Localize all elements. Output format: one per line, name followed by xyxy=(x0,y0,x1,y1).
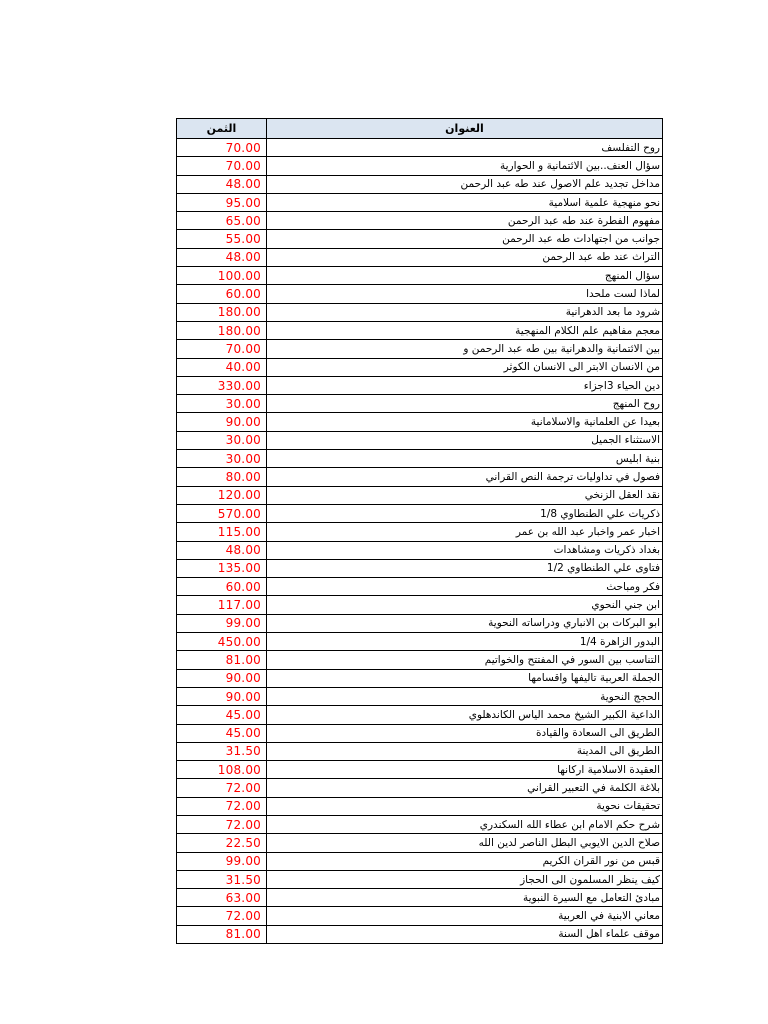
price-cell: 55.00 xyxy=(177,230,267,248)
price-cell: 99.00 xyxy=(177,614,267,632)
price-cell: 80.00 xyxy=(177,468,267,486)
price-cell: 108.00 xyxy=(177,761,267,779)
title-cell: معجم مفاهيم علم الكلام المنهجية xyxy=(267,321,663,339)
table-row xyxy=(177,706,663,724)
table-row xyxy=(177,413,663,431)
table-row xyxy=(177,248,663,266)
title-cell: تحقيقات نحوية xyxy=(267,797,663,815)
table-row xyxy=(177,925,663,943)
table-row xyxy=(177,395,663,413)
price-cell: 48.00 xyxy=(177,175,267,193)
title-cell: الطريق الى السعادة والقيادة xyxy=(267,724,663,742)
title-cell: التراث عند طه عبد الرحمن xyxy=(267,248,663,266)
title-cell: بين الائتمانية والدهرانية بين طه عبد الرحمن و xyxy=(267,340,663,358)
title-cell: الحجج النحوية xyxy=(267,687,663,705)
table-row xyxy=(177,340,663,358)
title-cell: كيف ينظر المسلمون الى الحجاز xyxy=(267,870,663,888)
price-cell: 65.00 xyxy=(177,212,267,230)
price-cell: 90.00 xyxy=(177,413,267,431)
table-row xyxy=(177,815,663,833)
price-cell: 40.00 xyxy=(177,358,267,376)
price-cell: 30.00 xyxy=(177,395,267,413)
price-cell: 72.00 xyxy=(177,907,267,925)
table-row xyxy=(177,687,663,705)
table-row xyxy=(177,376,663,394)
title-cell: اخبار عمر واخبار عبد الله بن عمر xyxy=(267,523,663,541)
title-cell: نقد العقل الزنخي xyxy=(267,486,663,504)
price-cell: 117.00 xyxy=(177,596,267,614)
table-row xyxy=(177,541,663,559)
table-row xyxy=(177,870,663,888)
table-row xyxy=(177,230,663,248)
title-cell: شرود ما بعد الدهرانية xyxy=(267,303,663,321)
title-column-header: العنوان xyxy=(267,119,663,139)
price-cell: 45.00 xyxy=(177,706,267,724)
price-cell: 48.00 xyxy=(177,248,267,266)
title-cell: لماذا لست ملحدا xyxy=(267,285,663,303)
price-cell: 48.00 xyxy=(177,541,267,559)
table-row xyxy=(177,834,663,852)
title-cell: مفهوم الفطرة عند طه عبد الرحمن xyxy=(267,212,663,230)
table-row xyxy=(177,852,663,870)
title-cell: دين الحياء 3اجزاء xyxy=(267,376,663,394)
table-row xyxy=(177,303,663,321)
price-cell: 115.00 xyxy=(177,523,267,541)
table-row xyxy=(177,504,663,522)
title-cell: صلاح الدين الايوبي البطل الناصر لدين الله xyxy=(267,834,663,852)
price-cell: 100.00 xyxy=(177,267,267,285)
table-row xyxy=(177,779,663,797)
price-cell: 72.00 xyxy=(177,779,267,797)
title-cell: سؤال المنهج xyxy=(267,267,663,285)
table-row xyxy=(177,633,663,651)
table-row xyxy=(177,907,663,925)
title-cell: شرح حكم الامام ابن عطاء الله السكندري xyxy=(267,815,663,833)
price-cell: 99.00 xyxy=(177,852,267,870)
price-cell: 30.00 xyxy=(177,431,267,449)
table-row xyxy=(177,596,663,614)
title-cell: مبادئ التعامل مع السيرة النبوية xyxy=(267,889,663,907)
title-cell: ابو البركات بن الانباري ودراساته النحوية xyxy=(267,614,663,632)
title-cell: سؤال العنف..بين الائتمانية و الحوارية xyxy=(267,157,663,175)
title-cell: بلاغة الكلمة في التعبير القراني xyxy=(267,779,663,797)
price-list-table xyxy=(176,118,663,944)
price-cell: 120.00 xyxy=(177,486,267,504)
table-row xyxy=(177,285,663,303)
title-cell: فكر ومباحث xyxy=(267,578,663,596)
header-row xyxy=(177,119,663,139)
table-row xyxy=(177,523,663,541)
title-cell: فصول في تداوليات ترجمة النص القراني xyxy=(267,468,663,486)
price-cell: 450.00 xyxy=(177,633,267,651)
title-cell: الجملة العربية تاليفها واقسامها xyxy=(267,669,663,687)
table-row xyxy=(177,761,663,779)
price-cell: 180.00 xyxy=(177,321,267,339)
title-cell: العقيدة الاسلامية اركانها xyxy=(267,761,663,779)
title-cell: بعيدا عن العلمانية والاسلامانية xyxy=(267,413,663,431)
table-row xyxy=(177,358,663,376)
title-cell: بنية ابليس xyxy=(267,450,663,468)
table-row xyxy=(177,614,663,632)
table-row xyxy=(177,651,663,669)
table-row xyxy=(177,431,663,449)
title-cell: الطريق الى المدينة xyxy=(267,742,663,760)
title-cell: التناسب بين السور في المفتتح والخواتيم xyxy=(267,651,663,669)
title-cell: الاستثناء الجميل xyxy=(267,431,663,449)
table-row xyxy=(177,559,663,577)
title-cell: نحو منهجية علمية اسلامية xyxy=(267,193,663,211)
title-cell: موقف علماء اهل السنة xyxy=(267,925,663,943)
table-row xyxy=(177,175,663,193)
price-cell: 70.00 xyxy=(177,157,267,175)
title-cell: الداعية الكبير الشيخ محمد الياس الكاندهلوي xyxy=(267,706,663,724)
price-cell: 90.00 xyxy=(177,669,267,687)
title-cell: مداخل تجديد علم الاصول عند طه عبد الرحمن xyxy=(267,175,663,193)
table-row xyxy=(177,486,663,504)
title-cell: ذكريات علي الطنطاوي 1/8 xyxy=(267,504,663,522)
table-row xyxy=(177,157,663,175)
title-cell: معاني الابنية في العربية xyxy=(267,907,663,925)
price-cell: 45.00 xyxy=(177,724,267,742)
table-row xyxy=(177,797,663,815)
table-row xyxy=(177,468,663,486)
price-cell: 31.50 xyxy=(177,742,267,760)
table-row xyxy=(177,267,663,285)
table-row xyxy=(177,742,663,760)
title-cell: فتاوى علي الطنطاوي 1/2 xyxy=(267,559,663,577)
price-cell: 72.00 xyxy=(177,815,267,833)
title-cell: قبس من نور القران الكريم xyxy=(267,852,663,870)
price-column-header: الثمن xyxy=(177,119,267,139)
title-cell: البدور الزاهرة 1/4 xyxy=(267,633,663,651)
table-row xyxy=(177,450,663,468)
price-cell: 63.00 xyxy=(177,889,267,907)
price-cell: 30.00 xyxy=(177,450,267,468)
price-cell: 72.00 xyxy=(177,797,267,815)
title-cell: روح التفلسف xyxy=(267,139,663,157)
table-row xyxy=(177,321,663,339)
price-cell: 22.50 xyxy=(177,834,267,852)
price-cell: 70.00 xyxy=(177,139,267,157)
table-row xyxy=(177,669,663,687)
title-cell: بغداد ذكريات ومشاهدات xyxy=(267,541,663,559)
table-row xyxy=(177,193,663,211)
price-cell: 60.00 xyxy=(177,578,267,596)
table-row xyxy=(177,578,663,596)
table-row xyxy=(177,139,663,157)
price-cell: 95.00 xyxy=(177,193,267,211)
table-body xyxy=(177,139,663,944)
table-row xyxy=(177,724,663,742)
table-row xyxy=(177,212,663,230)
title-cell: جوانب من اجتهادات طه عبد الرحمن xyxy=(267,230,663,248)
price-cell: 70.00 xyxy=(177,340,267,358)
title-cell: ابن جني النحوي xyxy=(267,596,663,614)
price-cell: 60.00 xyxy=(177,285,267,303)
price-cell: 330.00 xyxy=(177,376,267,394)
price-cell: 81.00 xyxy=(177,651,267,669)
price-cell: 570.00 xyxy=(177,504,267,522)
price-cell: 180.00 xyxy=(177,303,267,321)
title-cell: روح المنهج xyxy=(267,395,663,413)
table-row xyxy=(177,889,663,907)
price-cell: 31.50 xyxy=(177,870,267,888)
price-cell: 90.00 xyxy=(177,687,267,705)
price-cell: 135.00 xyxy=(177,559,267,577)
title-cell: من الانسان الابتر الى الانسان الكوثر xyxy=(267,358,663,376)
price-cell: 81.00 xyxy=(177,925,267,943)
